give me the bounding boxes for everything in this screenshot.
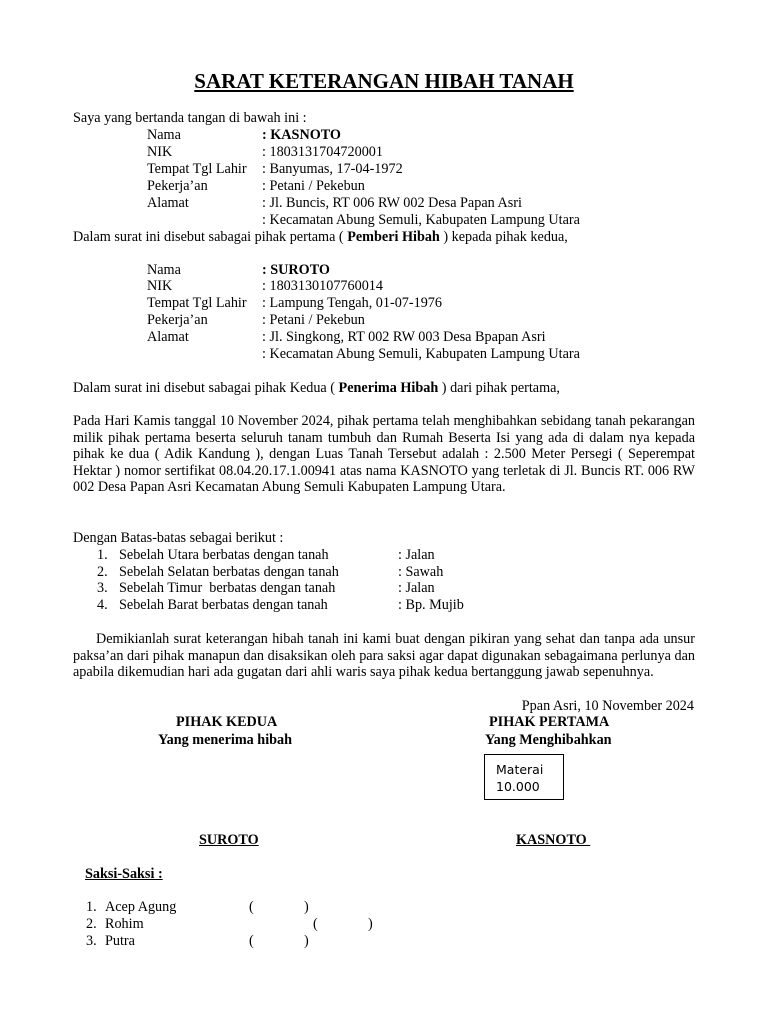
party1-role-post: ) kepada pihak kedua,: [439, 229, 568, 245]
boundary-num: 1.: [97, 547, 108, 563]
boundaries-heading: Dengan Batas-batas sebagai berikut :: [73, 530, 284, 546]
materai-label: Materai: [496, 762, 544, 777]
witness-name: Putra: [105, 933, 135, 949]
party1-alamat-line1: : Jl. Buncis, RT 006 RW 002 Desa Papan Asri: [262, 195, 522, 211]
party2-pekerjaan: : Petani / Pekebun: [262, 312, 365, 328]
party1-nik: : 1803131704720001: [262, 144, 383, 160]
party1-alamat-line2: : Kecamatan Abung Semuli, Kabupaten Lampung Utara: [262, 212, 580, 228]
witnesses-heading: Saksi-Saksi :: [85, 866, 163, 882]
boundary-num: 4.: [97, 597, 108, 613]
right-signer-subtitle: Yang Menghibahkan: [485, 732, 612, 748]
witness-sign-close: ): [304, 899, 309, 915]
witness-num: 2.: [86, 916, 97, 932]
party1-ttl: : Banyumas, 17-04-1972: [262, 161, 403, 177]
witness-sign-close: ): [368, 916, 373, 932]
closing-paragraph: Demikianlah surat keterangan hibah tanah ini kami buat dengan pikiran yang sehat dan tanpa ada unsur paksa’an dari pihak manapun dan disaksikan oleh para saksi agar dapat digunakan sebagaimana perlunya dan apabila dikemudian hari ada gugatan dari ahli waris saya pihak kedua bertanggung jawab sepenuhnya.: [73, 631, 695, 681]
label-alamat: Alamat: [147, 329, 189, 345]
party1-role-line: [73, 229, 568, 246]
witness-name: Acep Agung: [105, 899, 177, 915]
label-alamat: Alamat: [147, 195, 189, 211]
label-nik: NIK: [147, 144, 173, 160]
boundary-value: : Sawah: [398, 564, 444, 580]
grant-paragraph: Pada Hari Kamis tanggal 10 November 2024, pihak pertama telah menghibahkan sebidang tanah pekarangan milik pihak pertama beserta seluruh tanam tumbuh dan Rumah Beserta Isi yang ada di dalam nya kepada pihak ke dua ( Adik Kandung ), dengan Luas Tanah Tersebut adalah : 2.500 Meter Persegi ( Seperempat Hektar ) nomor sertifikat 08.04.20.17.1.00941 atas nama KASNOTO yang terletak di Jl. Buncis RT. 006 RW 002 Desa Papan Asri Kecamatan Abung Semuli Kabupaten Lampung Utara.: [73, 413, 695, 496]
label-pekerjaan: Pekerja’an: [147, 312, 208, 328]
label-nik: NIK: [147, 278, 173, 294]
boundary-value: : Jalan: [398, 547, 435, 563]
materai-value: 10.000: [496, 779, 540, 794]
boundary-value: : Jalan: [398, 580, 435, 596]
witness-num: 1.: [86, 899, 97, 915]
witness-num: 3.: [86, 933, 97, 949]
party2-ttl: : Lampung Tengah, 01-07-1976: [262, 295, 442, 311]
boundary-num: 2.: [97, 564, 108, 580]
party1-nama: : KASNOTO: [262, 127, 341, 143]
party1-pekerjaan: : Petani / Pekebun: [262, 178, 365, 194]
party1-role-bold: Pemberi Hibah: [347, 229, 440, 245]
party2-nama: : SUROTO: [262, 262, 330, 278]
party2-role-post: ) dari pihak pertama,: [438, 380, 560, 396]
label-nama: Nama: [147, 127, 181, 143]
party2-role-bold: Penerima Hibah: [338, 380, 439, 396]
label-ttl: Tempat Tgl Lahir: [147, 295, 247, 311]
left-signer-name: SUROTO: [199, 832, 259, 848]
boundary-num: 3.: [97, 580, 108, 596]
left-signer-title: PIHAK KEDUA: [176, 714, 278, 730]
party2-alamat-line2: : Kecamatan Abung Semuli, Kabupaten Lampung Utara: [262, 346, 580, 362]
boundary-text: Sebelah Timur berbatas dengan tanah: [119, 580, 336, 596]
left-signer-subtitle: Yang menerima hibah: [158, 732, 293, 748]
party2-role-line: [73, 380, 560, 397]
party1-role-pre: Dalam surat ini disebut sabagai pihak pertama (: [73, 229, 348, 245]
document-title: SARAT KETERANGAN HIBAH TANAH: [194, 69, 574, 93]
boundary-text: Sebelah Barat berbatas dengan tanah: [119, 597, 328, 613]
witness-sign-open: (: [249, 933, 254, 949]
boundary-text: Sebelah Selatan berbatas dengan tanah: [119, 564, 339, 580]
right-signer-title: PIHAK PERTAMA: [489, 714, 610, 730]
party2-nik: : 1803130107760014: [262, 278, 383, 294]
boundary-text: Sebelah Utara berbatas dengan tanah: [119, 547, 329, 563]
label-pekerjaan: Pekerja’an: [147, 178, 208, 194]
intro-text: Saya yang bertanda tangan di bawah ini :: [73, 110, 307, 126]
label-ttl: Tempat Tgl Lahir: [147, 161, 247, 177]
witness-name: Rohim: [105, 916, 144, 932]
right-signer-name: KASNOTO: [516, 832, 591, 848]
label-nama: Nama: [147, 262, 181, 278]
party2-alamat-line1: : Jl. Singkong, RT 002 RW 003 Desa Bpapan Asri: [262, 329, 546, 345]
boundary-value: : Bp. Mujib: [398, 597, 464, 613]
place-date: Ppan Asri, 10 November 2024: [521, 698, 694, 714]
materai-stamp-box: [484, 754, 564, 800]
witness-sign-close: ): [304, 933, 309, 949]
party2-role-pre: Dalam surat ini disebut sabagai pihak Kedua (: [73, 380, 339, 396]
witness-sign-open: (: [313, 916, 318, 932]
witness-sign-open: (: [249, 899, 254, 915]
